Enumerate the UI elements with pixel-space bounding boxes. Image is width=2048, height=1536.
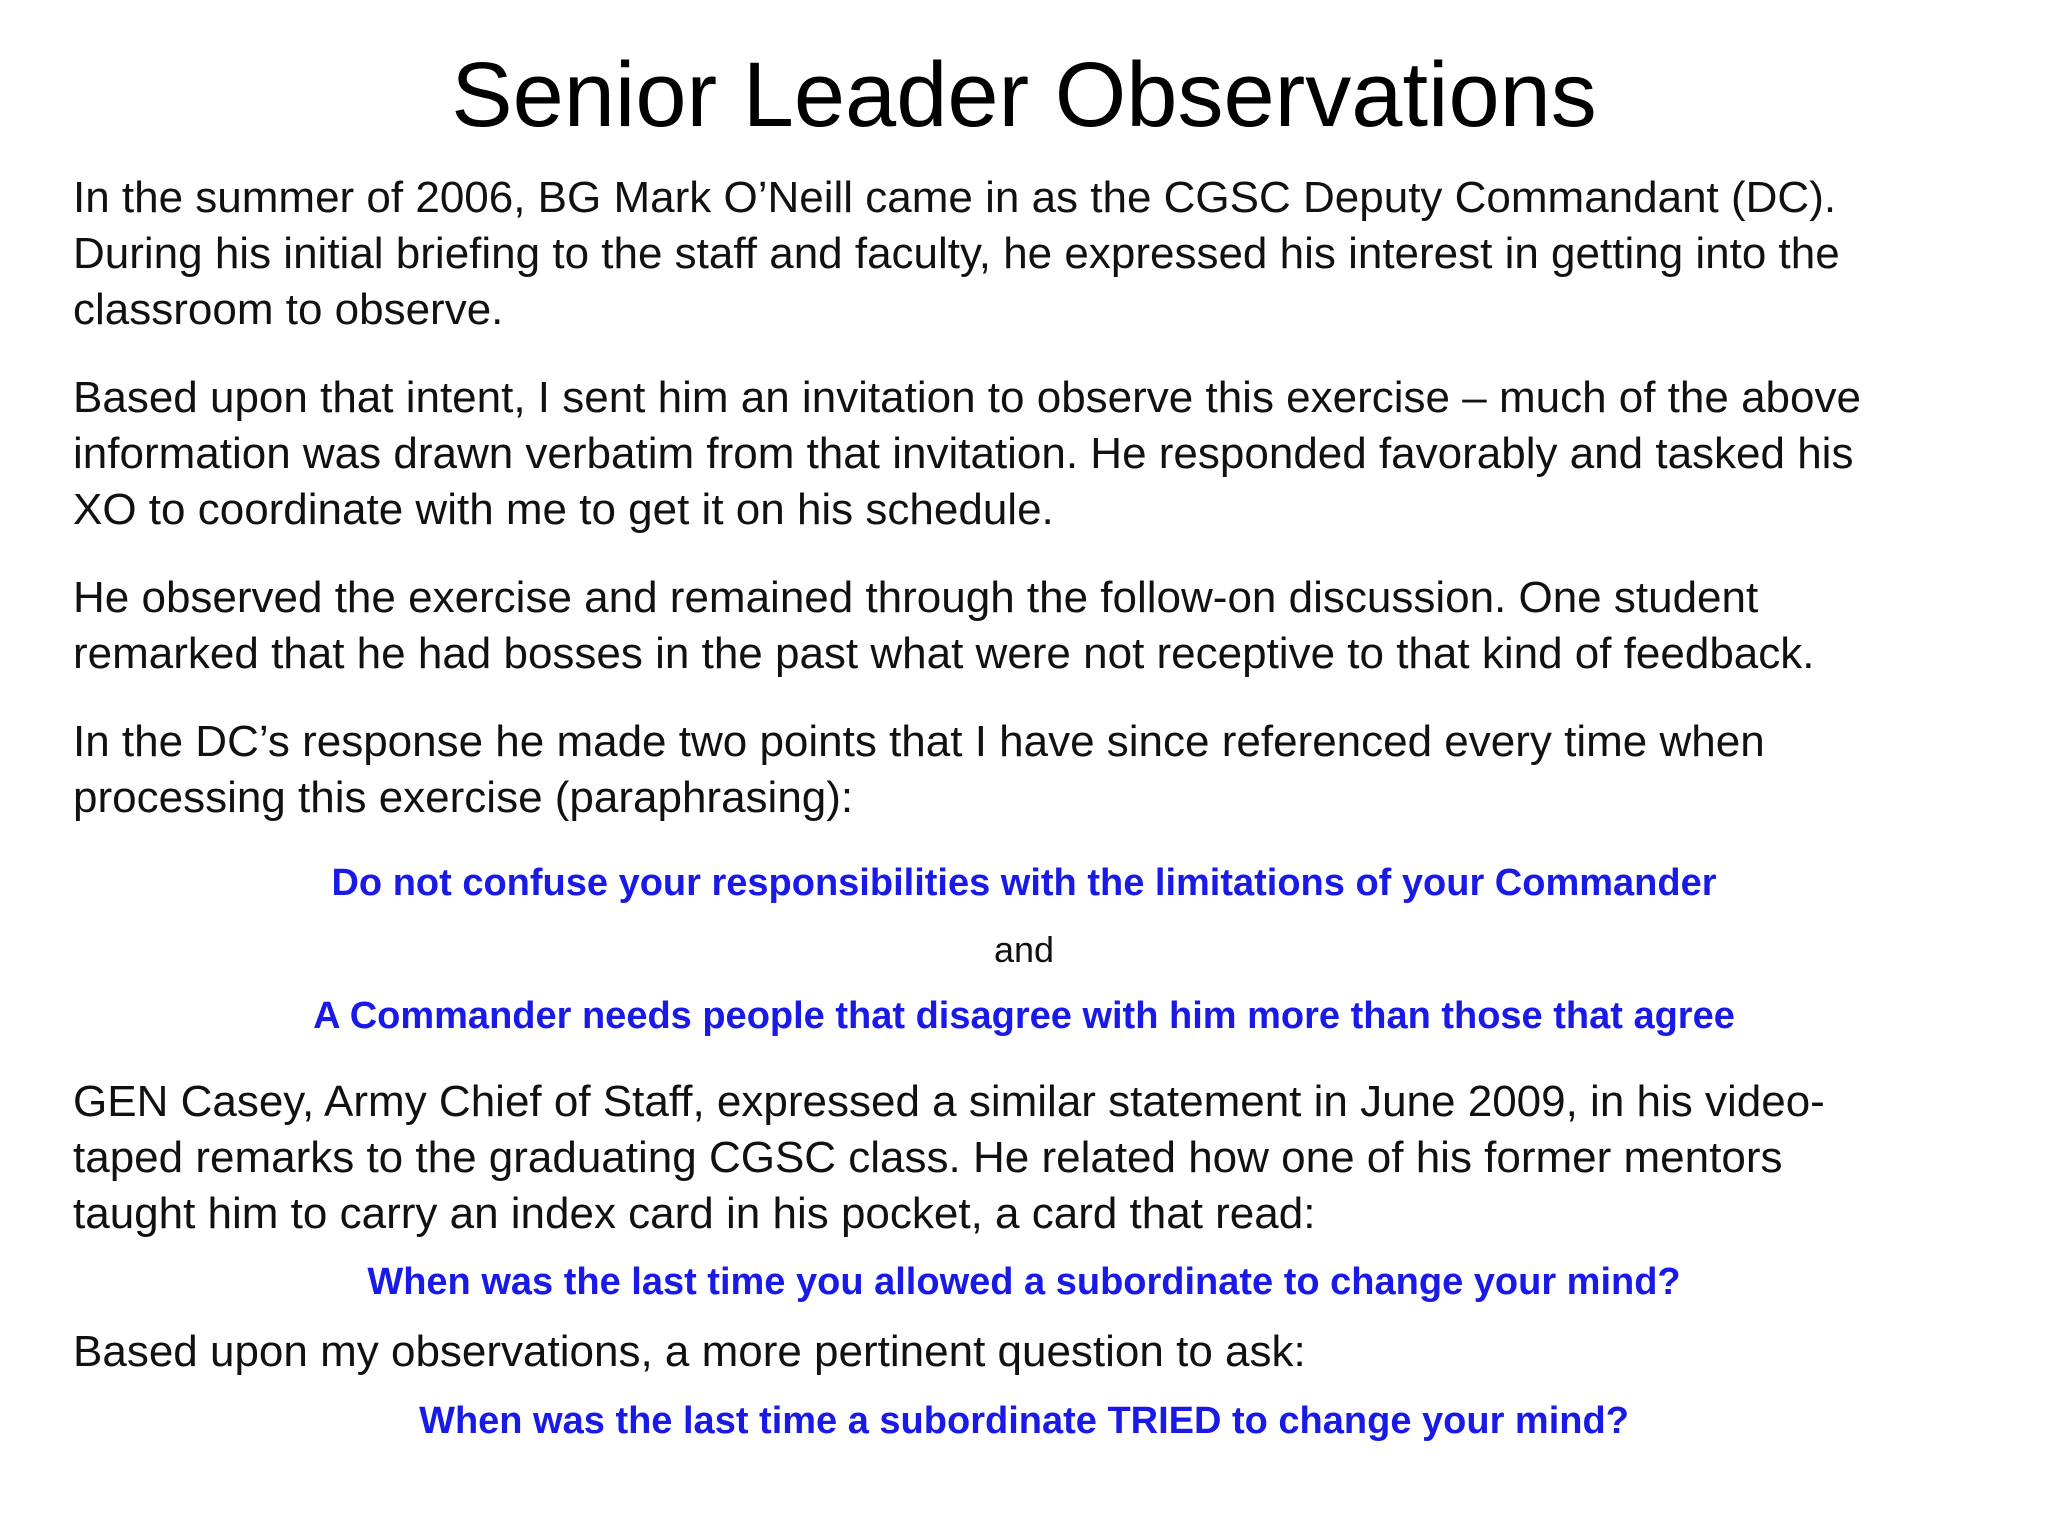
paragraph-line: Based upon that intent, I sent him an invitation to observe this exercise – much of the above: [73, 373, 1861, 422]
paragraph-deputy-commandant: [73, 170, 2003, 338]
paragraph-line: processing this exercise (paraphrasing):: [73, 773, 854, 822]
paragraph-line: In the DC’s response he made two points that I have since referenced every time when: [73, 717, 1765, 766]
paragraph-line: During his initial briefing to the staff and faculty, he expressed his interest in getting into the: [73, 229, 1840, 278]
paragraph-observations: [73, 1324, 2003, 1380]
slide-title: Senior Leader Observations: [451, 44, 1597, 146]
quote-point-one: Do not confuse your responsibilities with the limitations of your Commander: [331, 862, 1717, 904]
paragraph-line: taught him to carry an index card in his pocket, a card that read:: [73, 1189, 1316, 1238]
paragraph-line: In the summer of 2006, BG Mark O’Neill came in as the CGSC Deputy Commandant (DC).: [73, 173, 1837, 222]
paragraph-line: He observed the exercise and remained through the follow-on discussion. One student: [73, 573, 1759, 622]
quote-pertinent-question: When was the last time a subordinate TRIED to change your mind?: [419, 1400, 1629, 1442]
quote-casey-card: When was the last time you allowed a subordinate to change your mind?: [367, 1261, 1681, 1303]
paragraph-line: information was drawn verbatim from that invitation. He responded favorably and tasked his: [73, 429, 1854, 478]
paragraph-line: classroom to observe.: [73, 285, 504, 334]
quote-point-two: A Commander needs people that disagree with him more than those that agree: [313, 995, 1735, 1037]
paragraph-dc-response: [73, 714, 2003, 826]
paragraph-line: XO to coordinate with me to get it on his schedule.: [73, 485, 1054, 534]
paragraph-line: remarked that he had bosses in the past what were not receptive to that kind of feedback.: [73, 629, 1815, 678]
paragraph-observed-exercise: [73, 570, 2003, 682]
quote-conjunction: and: [993, 929, 1055, 970]
paragraph-line: GEN Casey, Army Chief of Staff, expressed a similar statement in June 2009, in his video-: [73, 1077, 1825, 1126]
paragraph-gen-casey: [73, 1074, 2003, 1242]
paragraph-line: Based upon my observations, a more pertinent question to ask:: [73, 1327, 1306, 1376]
paragraph-line: taped remarks to the graduating CGSC class. He related how one of his former mentors: [73, 1133, 1783, 1182]
paragraph-invitation: [73, 370, 2003, 538]
